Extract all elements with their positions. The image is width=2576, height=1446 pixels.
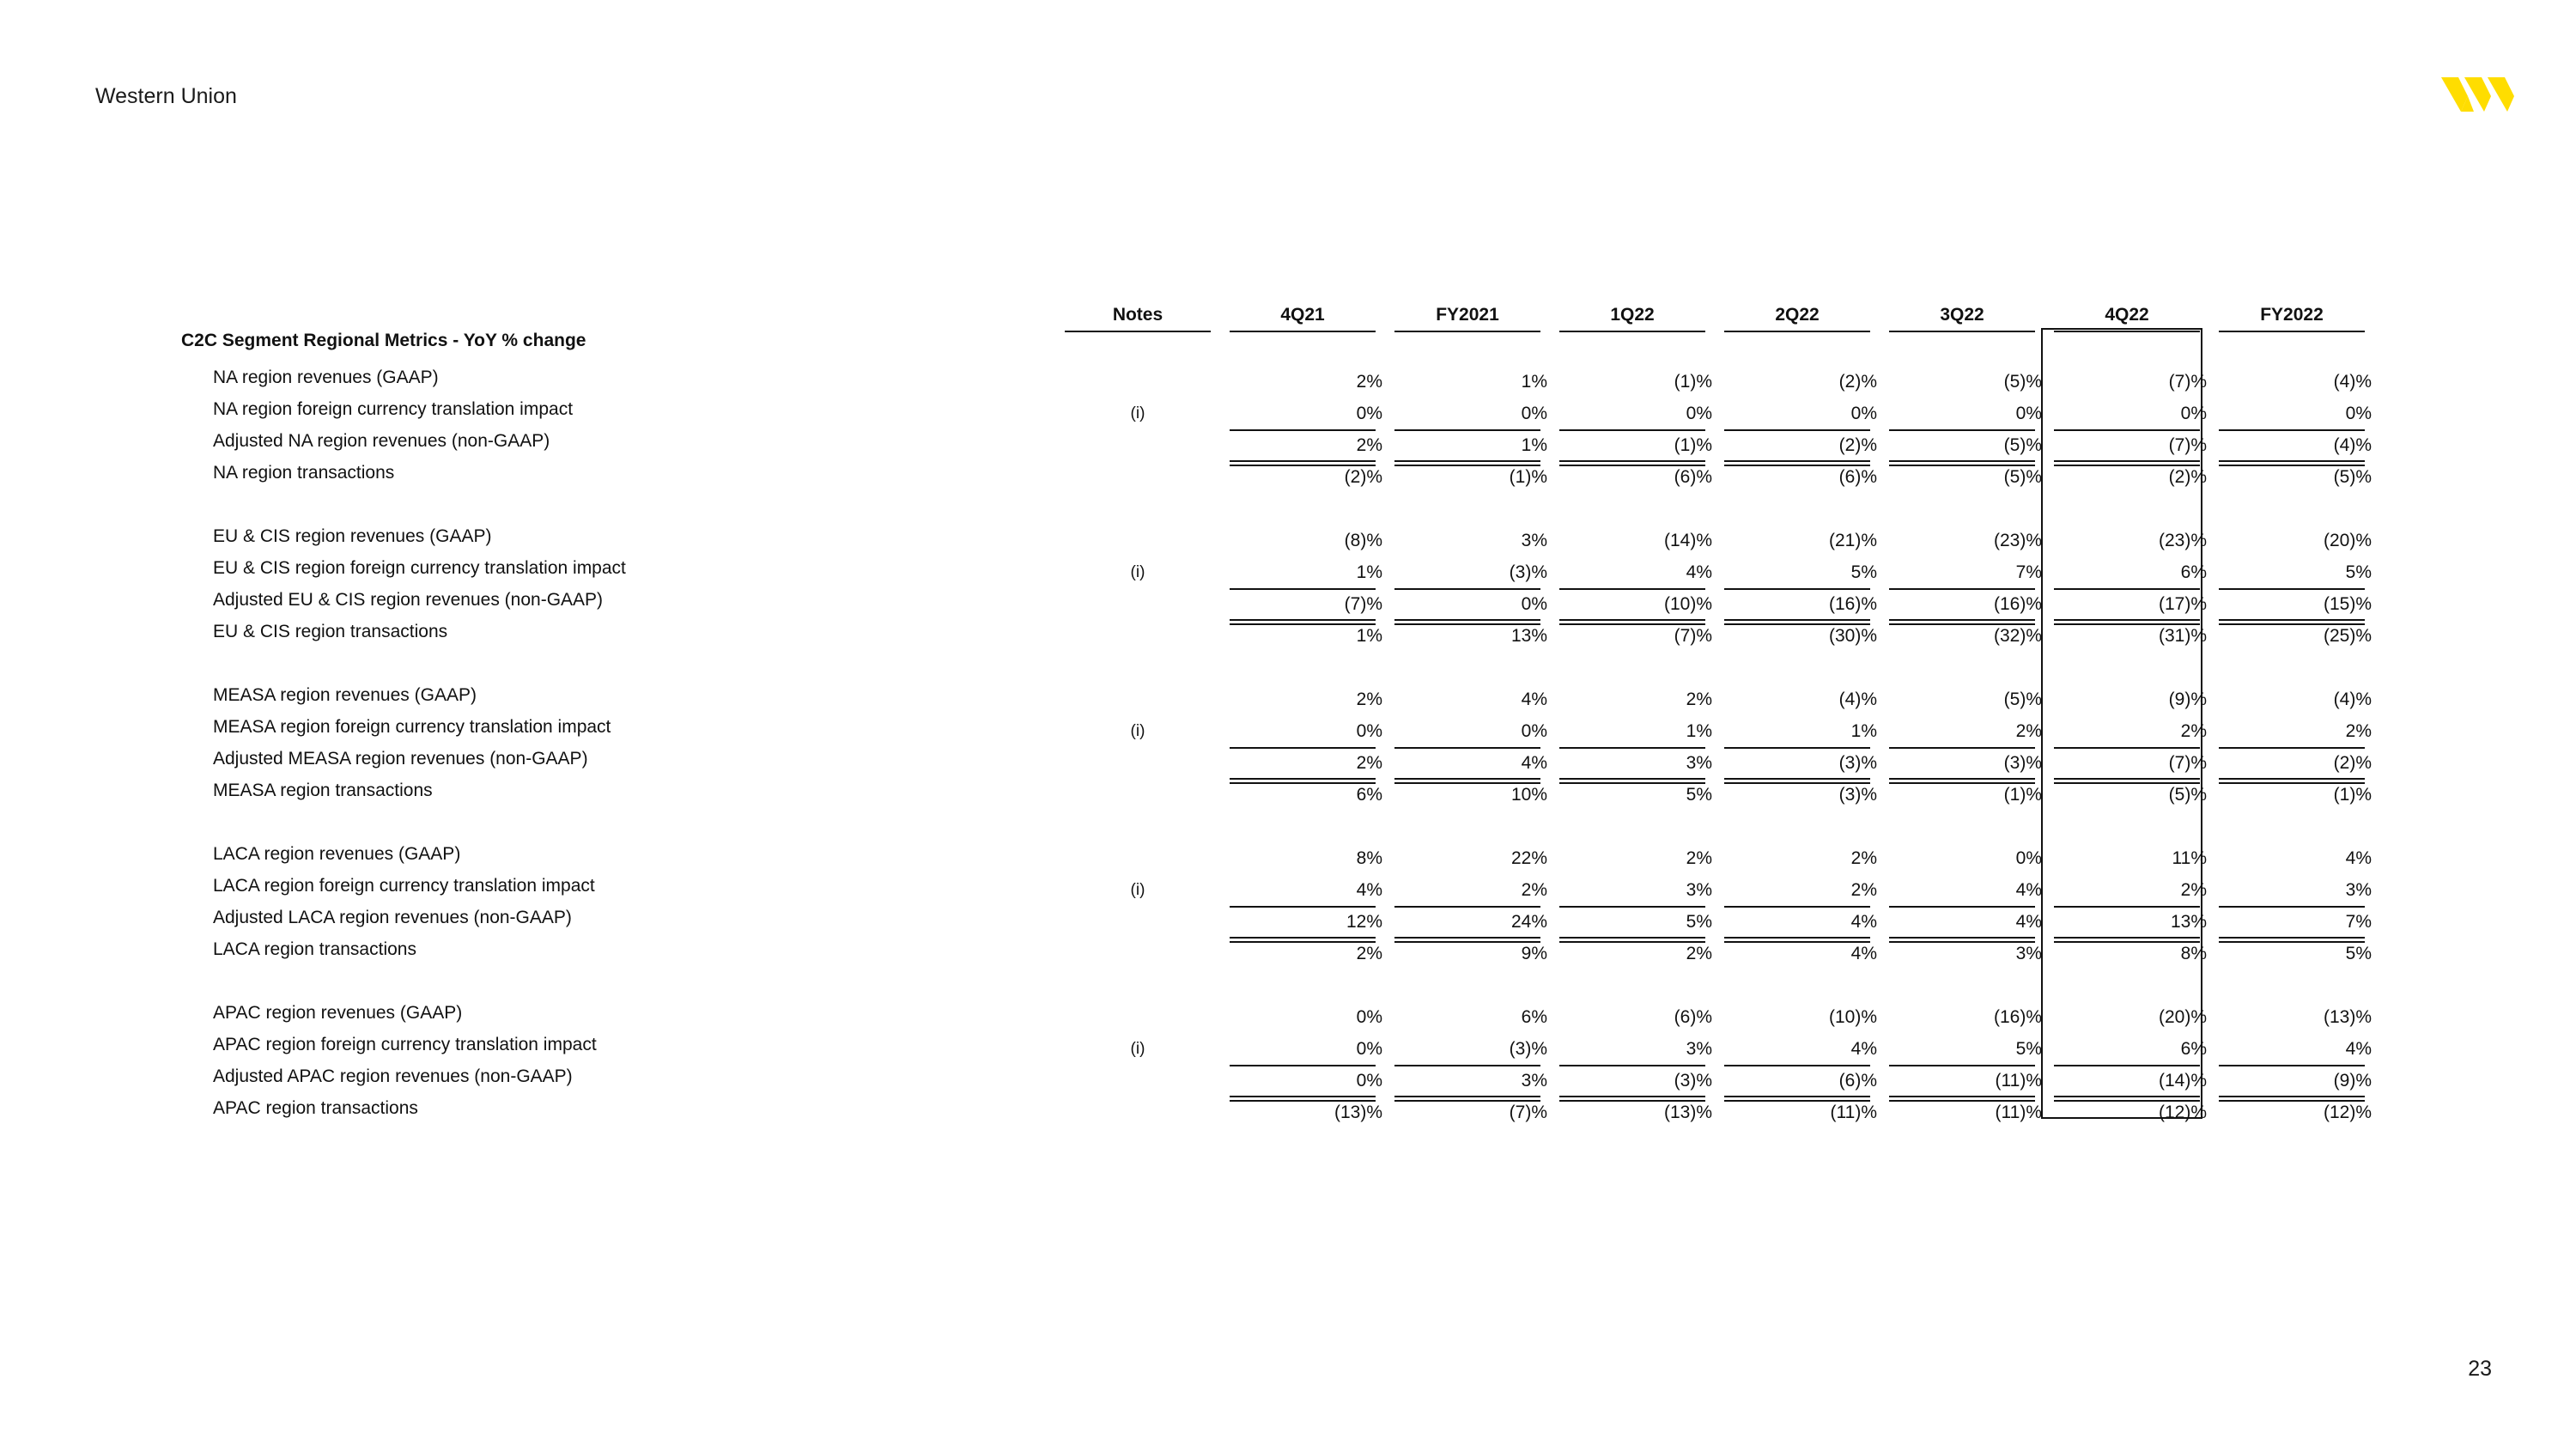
total-double-rule	[1394, 619, 1540, 625]
table-cell: 5%	[2015, 1039, 2042, 1059]
table-cell: 2%	[2345, 721, 2372, 741]
subtotal-rule	[2054, 747, 2200, 749]
table-cell: 3%	[1686, 753, 1712, 773]
company-name: Western Union	[95, 84, 237, 108]
table-cell: 2%	[1356, 690, 1382, 709]
header-underline	[1559, 331, 1705, 332]
table-cell: (25)%	[2323, 626, 2372, 646]
subtotal-rule	[2054, 1065, 2200, 1066]
subtotal-rule	[1394, 1065, 1540, 1066]
subtotal-rule	[1724, 906, 1870, 908]
table-cell: (14)%	[1663, 531, 1712, 550]
column-header-fy2021: FY2021	[1436, 305, 1499, 325]
table-cell: 2%	[1686, 848, 1712, 868]
subtotal-rule	[1559, 429, 1705, 431]
table-cell: 2%	[1521, 880, 1547, 900]
table-cell: 0%	[1850, 404, 1877, 423]
total-double-rule	[1889, 619, 2035, 625]
total-double-rule	[1889, 1096, 2035, 1102]
table-cell: (5)%	[2003, 467, 2042, 487]
table-cell: (11)%	[1830, 1103, 1877, 1122]
subtotal-rule	[1394, 747, 1540, 749]
total-double-rule	[1394, 1096, 1540, 1102]
row-note: (i)	[1130, 563, 1145, 581]
table-cell: 0%	[1356, 1071, 1382, 1091]
table-cell: 13%	[1510, 626, 1547, 646]
table-cell: (1)%	[2333, 785, 2372, 805]
subtotal-rule	[1724, 588, 1870, 590]
subtotal-rule	[1724, 1065, 1870, 1066]
table-cell: 0%	[1356, 721, 1382, 741]
table-cell: 1%	[1521, 435, 1547, 455]
table-cell: (1)%	[1509, 467, 1547, 487]
total-double-rule	[1724, 460, 1870, 466]
row-note: (i)	[1130, 404, 1145, 422]
table-cell: 7%	[2015, 562, 2042, 582]
table-cell: 2%	[1850, 848, 1877, 868]
table-cell: (3)%	[1509, 1039, 1547, 1059]
row-label: Adjusted APAC region revenues (non-GAAP)	[213, 1066, 573, 1086]
subtotal-rule	[1230, 747, 1376, 749]
table-cell: 7%	[2345, 912, 2372, 932]
table-cell: (1)%	[2003, 785, 2042, 805]
table-cell: (2)%	[2333, 753, 2372, 773]
table-cell: (4)%	[2333, 372, 2372, 392]
table-cell: (16)%	[1993, 594, 2042, 614]
table-cell: 5%	[2345, 562, 2372, 582]
table-cell: (12)%	[2323, 1103, 2372, 1122]
row-label: Adjusted LACA region revenues (non-GAAP)	[213, 908, 572, 927]
table-cell: 2%	[1356, 753, 1382, 773]
table-cell: (9)%	[2168, 690, 2207, 709]
table-cell: (6)%	[1674, 1007, 1712, 1027]
table-cell: (13)%	[1663, 1103, 1712, 1122]
table-cell: (14)%	[2158, 1071, 2207, 1091]
subtotal-rule	[1394, 906, 1540, 908]
total-double-rule	[1559, 937, 1705, 943]
total-double-rule	[2219, 1096, 2365, 1102]
table-cell: 1%	[1356, 562, 1382, 582]
table-cell: 4%	[2015, 880, 2042, 900]
table-cell: 24%	[1510, 912, 1547, 932]
table-cell: (5)%	[2333, 467, 2372, 487]
table-cell: (17)%	[2158, 594, 2207, 614]
table-cell: (7)%	[1344, 594, 1382, 614]
header-underline	[1724, 331, 1870, 332]
table-cell: 4%	[1850, 912, 1877, 932]
table-cell: (16)%	[1993, 1007, 2042, 1027]
subtotal-rule	[1559, 906, 1705, 908]
table-cell: 5%	[1686, 912, 1712, 932]
column-header-notes: Notes	[1112, 305, 1163, 325]
table-cell: 22%	[1510, 848, 1547, 868]
table-cell: 2%	[2180, 880, 2207, 900]
table-cell: 0%	[2345, 404, 2372, 423]
total-double-rule	[1889, 460, 2035, 466]
total-double-rule	[1889, 937, 2035, 943]
subtotal-rule	[2219, 429, 2365, 431]
table-cell: (5)%	[2003, 690, 2042, 709]
table-cell: 2%	[2015, 721, 2042, 741]
row-label: MEASA region transactions	[213, 781, 433, 800]
table-cell: 4%	[1521, 690, 1547, 709]
table-cell: (15)%	[2323, 594, 2372, 614]
table-cell: (10)%	[1828, 1007, 1877, 1027]
table-cell: (32)%	[1993, 626, 2042, 646]
total-double-rule	[1230, 778, 1376, 784]
total-double-rule	[1724, 937, 1870, 943]
table-cell: (5)%	[2003, 435, 2042, 455]
total-double-rule	[1559, 1096, 1705, 1102]
subtotal-rule	[2054, 906, 2200, 908]
row-label: EU & CIS region foreign currency translation impact	[213, 558, 626, 578]
subtotal-rule	[1559, 1065, 1705, 1066]
total-double-rule	[1889, 778, 2035, 784]
row-label: LACA region foreign currency translation impact	[213, 876, 595, 896]
table-cell: 3%	[2015, 944, 2042, 963]
column-header-fy2022: FY2022	[2260, 305, 2324, 325]
table-cell: 3%	[1686, 1039, 1712, 1059]
table-cell: 0%	[1521, 721, 1547, 741]
row-label: NA region transactions	[213, 463, 395, 483]
western-union-logo-icon	[2441, 74, 2517, 118]
table-cell: 5%	[2345, 944, 2372, 963]
table-cell: (6)%	[1674, 467, 1712, 487]
table-cell: (5)%	[2003, 372, 2042, 392]
table-cell: 1%	[1686, 721, 1712, 741]
table-cell: (7)%	[2168, 435, 2207, 455]
table-cell: (3)%	[1838, 753, 1877, 773]
subtotal-rule	[2219, 1065, 2365, 1066]
table-cell: 4%	[2345, 1039, 2372, 1059]
total-double-rule	[1394, 778, 1540, 784]
row-label: NA region foreign currency translation impact	[213, 399, 574, 419]
table-cell: 2%	[1686, 690, 1712, 709]
table-cell: (3)%	[1674, 1071, 1712, 1091]
total-double-rule	[2219, 937, 2365, 943]
table-cell: 4%	[2015, 912, 2042, 932]
page-number: 23	[2468, 1357, 2492, 1381]
table-cell: 6%	[1521, 1007, 1547, 1027]
table-cell: 3%	[2345, 880, 2372, 900]
subtotal-rule	[1889, 906, 2035, 908]
table-cell: (10)%	[1663, 594, 1712, 614]
table-cell: (2)%	[1344, 467, 1382, 487]
column-header-4q21: 4Q21	[1280, 305, 1325, 325]
table-cell: (1)%	[1674, 435, 1712, 455]
total-double-rule	[1724, 619, 1870, 625]
table-cell: (9)%	[2333, 1071, 2372, 1091]
table-cell: (3)%	[2003, 753, 2042, 773]
table-cell: 4%	[1686, 562, 1712, 582]
header-underline	[2219, 331, 2365, 332]
subtotal-rule	[1230, 1065, 1376, 1066]
subtotal-rule	[1230, 588, 1376, 590]
table-cell: 5%	[1686, 785, 1712, 805]
table-cell: (21)%	[1828, 531, 1877, 550]
table-cell: (12)%	[2158, 1103, 2207, 1122]
subtotal-rule	[2054, 429, 2200, 431]
row-note: (i)	[1130, 722, 1145, 740]
table-cell: 2%	[1850, 880, 1877, 900]
column-header-2q22: 2Q22	[1775, 305, 1820, 325]
total-double-rule	[2219, 778, 2365, 784]
table-cell: 2%	[1356, 372, 1382, 392]
row-label: LACA region revenues (GAAP)	[213, 844, 461, 864]
total-double-rule	[1559, 460, 1705, 466]
table-cell: 4%	[1521, 753, 1547, 773]
table-cell: 2%	[1356, 944, 1382, 963]
subtotal-rule	[2219, 906, 2365, 908]
table-cell: 4%	[1850, 944, 1877, 963]
table-cell: 0%	[1356, 1039, 1382, 1059]
total-double-rule	[1230, 460, 1376, 466]
subtotal-rule	[1394, 588, 1540, 590]
table-cell: (20)%	[2158, 1007, 2207, 1027]
table-cell: (5)%	[2168, 785, 2207, 805]
table-cell: (3)%	[1838, 785, 1877, 805]
total-double-rule	[1230, 1096, 1376, 1102]
subtotal-rule	[1889, 1065, 2035, 1066]
table-cell: (6)%	[1838, 467, 1877, 487]
table-cell: 0%	[1521, 594, 1547, 614]
table-cell: (4)%	[2333, 435, 2372, 455]
column-header-1q22: 1Q22	[1610, 305, 1655, 325]
row-label: LACA region transactions	[213, 939, 416, 959]
total-double-rule	[1559, 778, 1705, 784]
header-underline	[1889, 331, 2035, 332]
subtotal-rule	[1889, 747, 2035, 749]
total-double-rule	[1230, 937, 1376, 943]
table-cell: (2)%	[1838, 372, 1877, 392]
header-underline	[1394, 331, 1540, 332]
table-cell: (23)%	[2158, 531, 2207, 550]
total-double-rule	[2219, 460, 2365, 466]
table-cell: (7)%	[1674, 626, 1712, 646]
table-cell: 8%	[2180, 944, 2207, 963]
total-double-rule	[1394, 460, 1540, 466]
row-label: APAC region foreign currency translation impact	[213, 1035, 597, 1054]
subtotal-rule	[1724, 429, 1870, 431]
column-header-3q22: 3Q22	[1940, 305, 1984, 325]
total-double-rule	[1559, 619, 1705, 625]
table-cell: 8%	[1356, 848, 1382, 868]
table-cell: 0%	[1356, 1007, 1382, 1027]
table-cell: 13%	[2170, 912, 2207, 932]
table-cell: (13)%	[1334, 1103, 1382, 1122]
table-cell: 9%	[1521, 944, 1547, 963]
table-cell: (7)%	[1509, 1103, 1547, 1122]
table-cell: (16)%	[1828, 594, 1877, 614]
total-double-rule	[2219, 619, 2365, 625]
table-cell: 6%	[2180, 1039, 2207, 1059]
row-label: EU & CIS region transactions	[213, 622, 448, 641]
subtotal-rule	[1559, 588, 1705, 590]
total-double-rule	[1394, 937, 1540, 943]
table-cell: 0%	[2015, 848, 2042, 868]
table-cell: (8)%	[1344, 531, 1382, 550]
table-cell: 0%	[1686, 404, 1712, 423]
row-label: MEASA region foreign currency translation impact	[213, 717, 611, 737]
table-cell: (31)%	[2158, 626, 2207, 646]
header-underline	[1230, 331, 1376, 332]
table-title: C2C Segment Regional Metrics - YoY % change	[181, 331, 586, 350]
table-cell: (7)%	[2168, 372, 2207, 392]
table-cell: 2%	[1356, 435, 1382, 455]
total-double-rule	[1230, 619, 1376, 625]
subtotal-rule	[1724, 747, 1870, 749]
total-double-rule	[1724, 1096, 1870, 1102]
subtotal-rule	[1889, 588, 2035, 590]
table-cell: (11)%	[1995, 1103, 2042, 1122]
table-cell: 0%	[2015, 404, 2042, 423]
table-cell: 4%	[1356, 880, 1382, 900]
table-cell: (2)%	[2168, 467, 2207, 487]
table-cell: 3%	[1521, 531, 1547, 550]
total-double-rule	[1724, 778, 1870, 784]
table-cell: (1)%	[1674, 372, 1712, 392]
table-cell: (3)%	[1509, 562, 1547, 582]
subtotal-rule	[2219, 747, 2365, 749]
table-cell: 1%	[1356, 626, 1382, 646]
table-cell: 1%	[1521, 372, 1547, 392]
table-cell: 0%	[1521, 404, 1547, 423]
subtotal-rule	[1559, 747, 1705, 749]
table-cell: 3%	[1686, 880, 1712, 900]
row-note: (i)	[1130, 881, 1145, 899]
table-cell: 6%	[2180, 562, 2207, 582]
table-cell: (6)%	[1838, 1071, 1877, 1091]
table-cell: (11)%	[1995, 1071, 2042, 1091]
total-double-rule	[2054, 937, 2200, 943]
row-label: EU & CIS region revenues (GAAP)	[213, 526, 492, 546]
total-double-rule	[2054, 778, 2200, 784]
table-cell: 4%	[1850, 1039, 1877, 1059]
table-cell: (20)%	[2323, 531, 2372, 550]
header-underline	[2054, 331, 2200, 332]
total-double-rule	[2054, 1096, 2200, 1102]
table-cell: 12%	[1346, 912, 1382, 932]
table-cell: (2)%	[1838, 435, 1877, 455]
table-cell: 1%	[1850, 721, 1877, 741]
subtotal-rule	[2054, 588, 2200, 590]
subtotal-rule	[1394, 429, 1540, 431]
table-cell: 2%	[2180, 721, 2207, 741]
row-label: NA region revenues (GAAP)	[213, 368, 439, 387]
row-label: Adjusted MEASA region revenues (non-GAAP)	[213, 749, 588, 769]
row-label: Adjusted NA region revenues (non-GAAP)	[213, 431, 550, 451]
row-label: APAC region transactions	[213, 1098, 418, 1118]
subtotal-rule	[1230, 906, 1376, 908]
table-cell: (23)%	[1993, 531, 2042, 550]
table-cell: (7)%	[2168, 753, 2207, 773]
header-underline	[1065, 331, 1211, 332]
table-cell: 11%	[2172, 848, 2207, 868]
table-cell: 0%	[2180, 404, 2207, 423]
table-cell: (4)%	[1838, 690, 1877, 709]
table-cell: 4%	[2345, 848, 2372, 868]
row-label: APAC region revenues (GAAP)	[213, 1003, 463, 1023]
row-label: Adjusted EU & CIS region revenues (non-GAAP)	[213, 590, 604, 610]
table-cell: 10%	[1510, 785, 1547, 805]
table-cell: (30)%	[1828, 626, 1877, 646]
total-double-rule	[2054, 619, 2200, 625]
subtotal-rule	[1889, 429, 2035, 431]
table-cell: 5%	[1850, 562, 1877, 582]
table-cell: 3%	[1521, 1071, 1547, 1091]
column-header-4q22: 4Q22	[2105, 305, 2149, 325]
row-note: (i)	[1130, 1040, 1145, 1058]
subtotal-rule	[1230, 429, 1376, 431]
row-label: MEASA region revenues (GAAP)	[213, 685, 477, 705]
table-cell: (13)%	[2323, 1007, 2372, 1027]
subtotal-rule	[2219, 588, 2365, 590]
table-cell: 2%	[1686, 944, 1712, 963]
table-cell: 0%	[1356, 404, 1382, 423]
total-double-rule	[2054, 460, 2200, 466]
table-cell: (4)%	[2333, 690, 2372, 709]
table-cell: 6%	[1356, 785, 1382, 805]
